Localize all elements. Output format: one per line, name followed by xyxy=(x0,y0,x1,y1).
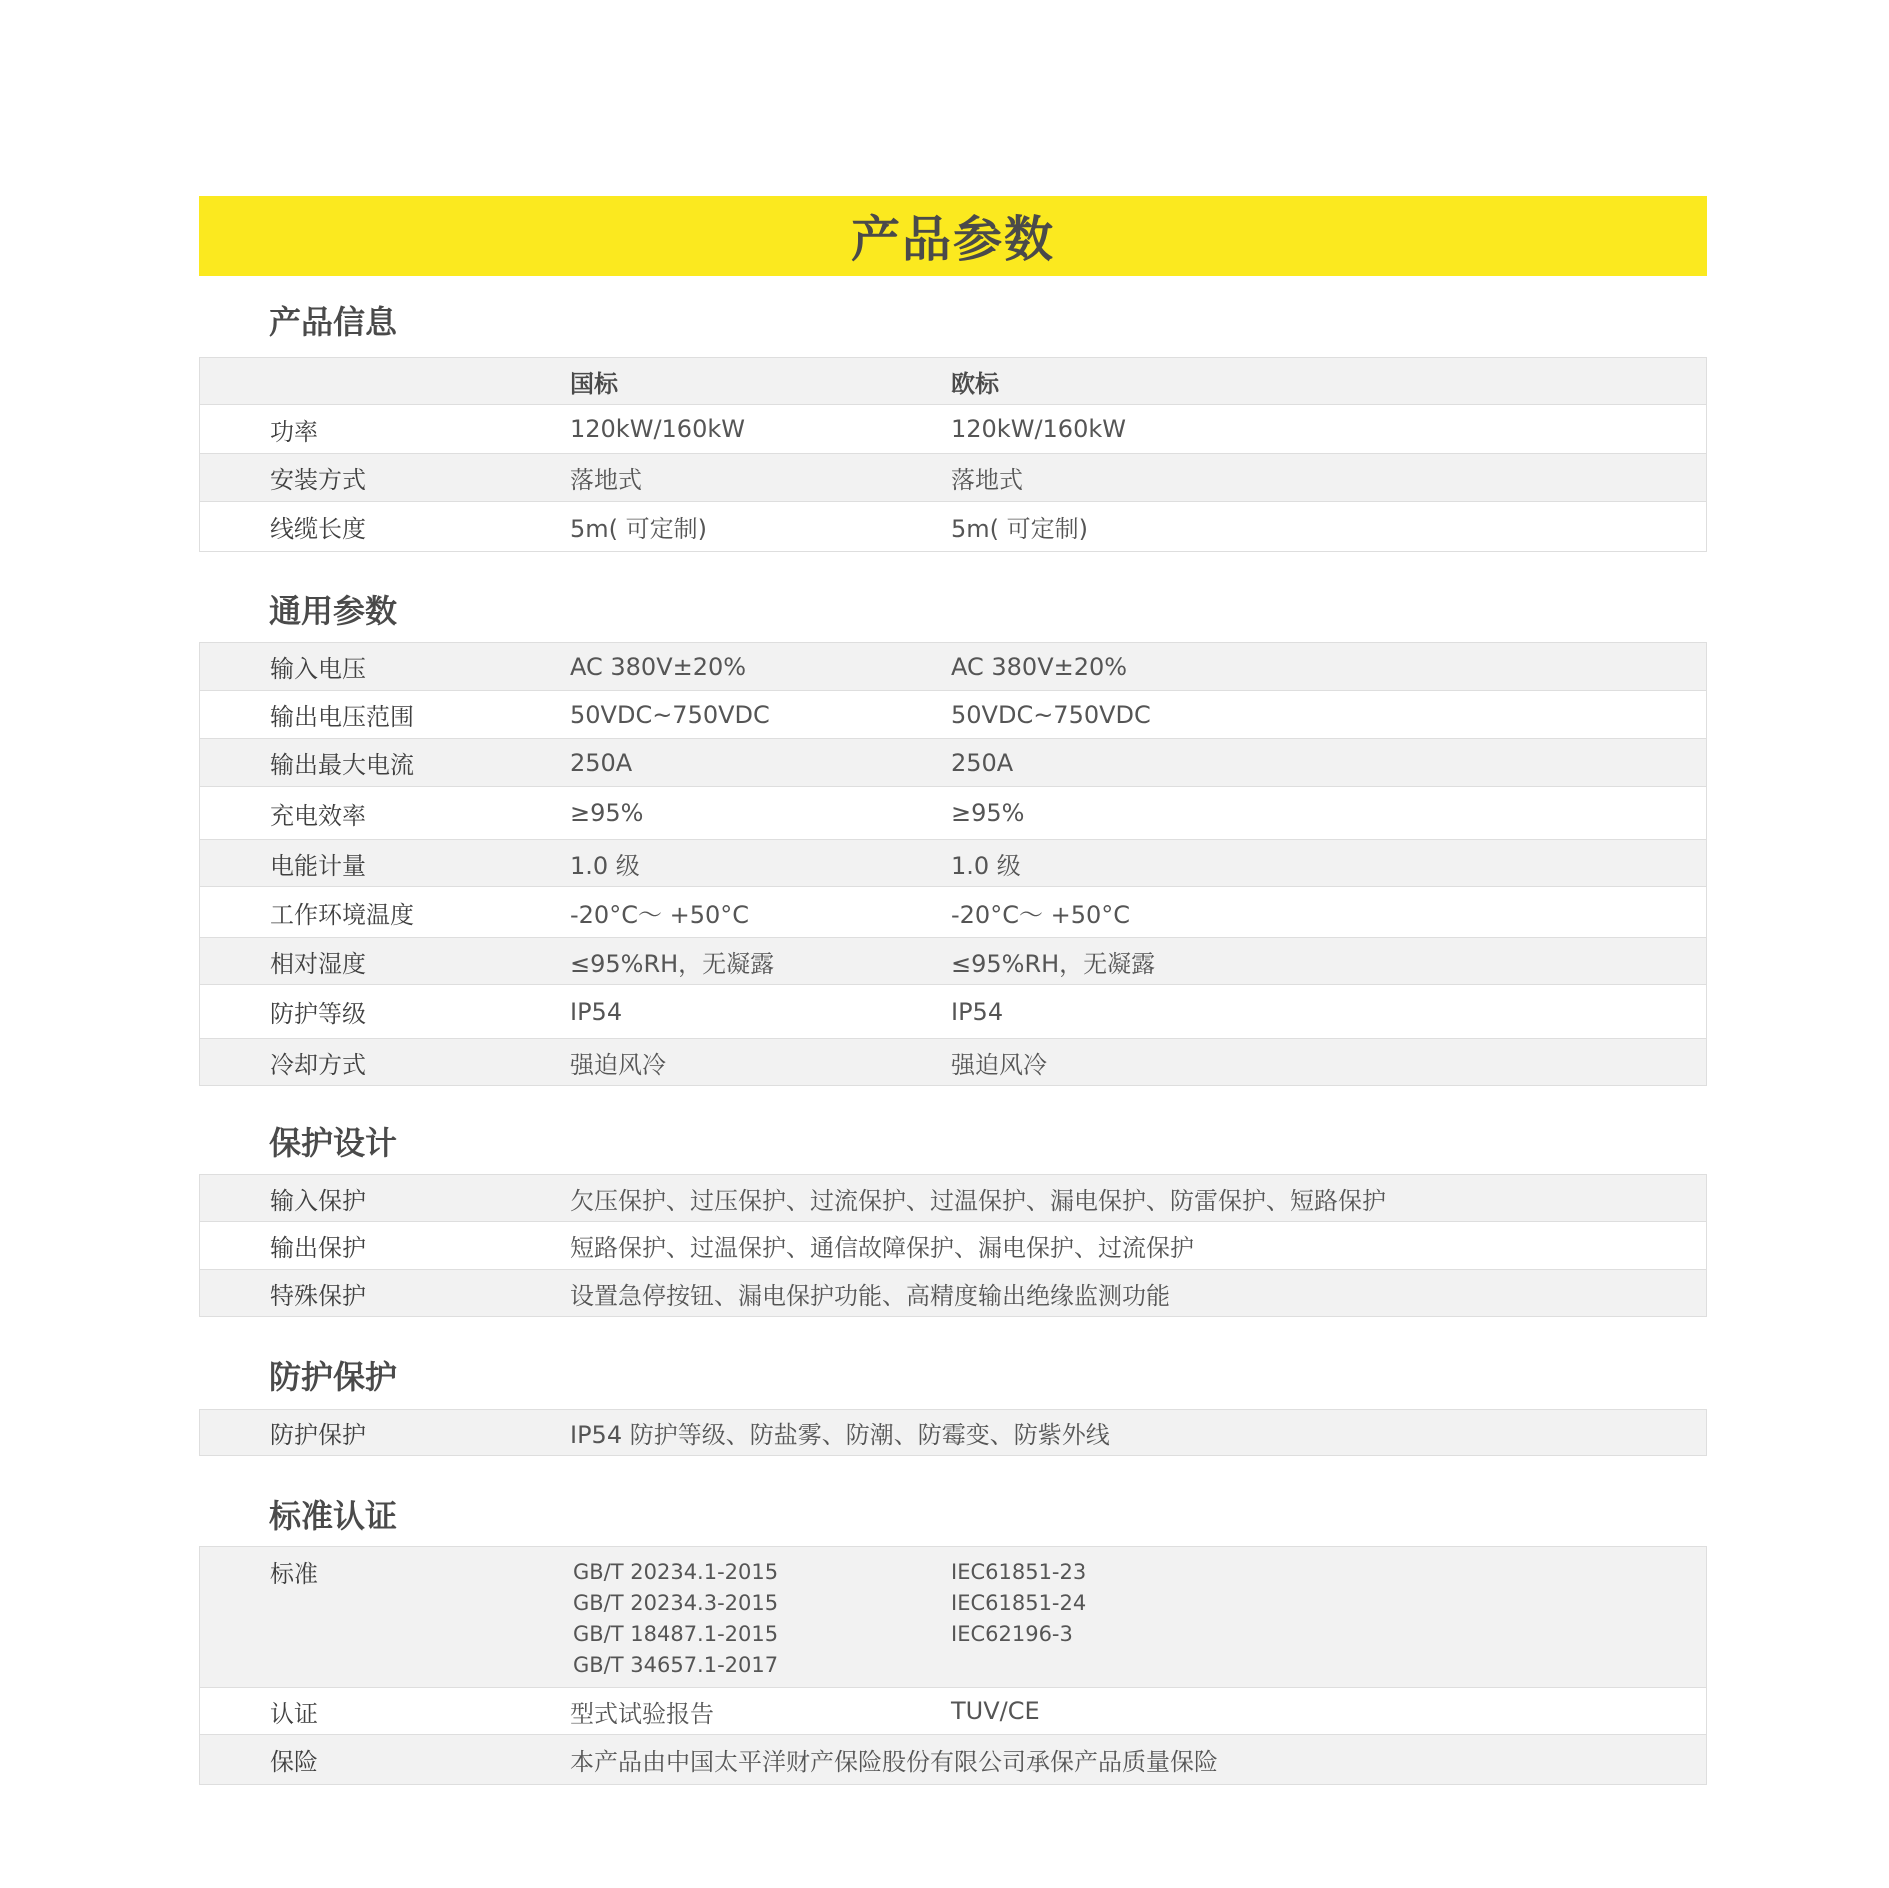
row-value-gb: ≤95%RH，无凝露 xyxy=(570,949,775,978)
table-header-row xyxy=(200,358,1706,404)
iec-standard-list xyxy=(951,1557,1706,1650)
row-value-gb: 强迫风冷 xyxy=(570,1050,666,1079)
row-value-eu: AC 380V±20% xyxy=(951,652,1128,681)
row-label: 输入电压 xyxy=(270,655,366,683)
row-label: 相对湿度 xyxy=(270,949,366,978)
table-row xyxy=(200,886,1706,937)
row-value-eu: 强迫风冷 xyxy=(951,1050,1047,1079)
row-value-gb: 5m( 可定制) xyxy=(570,515,708,543)
row-value-gb: 50VDC~750VDC xyxy=(570,700,770,729)
row-label: 电能计量 xyxy=(270,851,366,880)
table-row xyxy=(200,984,1706,1038)
header-cell-eu: 欧标 xyxy=(951,369,999,398)
row-label: 保险 xyxy=(270,1748,318,1776)
table-row xyxy=(200,690,1706,738)
section-title-product-info: 产品信息 xyxy=(269,303,398,341)
row-label: 特殊保护 xyxy=(270,1281,366,1310)
row-value-eu: 1.0 级 xyxy=(951,851,1021,880)
protection-design-table xyxy=(199,1174,1707,1317)
row-value-gb: 1.0 级 xyxy=(570,851,640,880)
row-value: IP54 防护等级、防盐雾、防潮、防霉变、防紫外线 xyxy=(570,1421,1110,1449)
row-value-eu: 120kW/160kW xyxy=(951,415,1126,443)
product-info-table xyxy=(199,357,1707,552)
row-label: 输出保护 xyxy=(270,1234,366,1262)
row-label: 防护等级 xyxy=(270,1000,366,1028)
table-row xyxy=(200,1038,1706,1085)
row-value-gb: 型式试验报告 xyxy=(570,1699,714,1728)
title-banner xyxy=(199,196,1707,276)
row-label: 充电效率 xyxy=(270,801,366,830)
section-title-protection: 防护保护 xyxy=(269,1358,398,1396)
row-value: 短路保护、过温保护、通信故障保护、漏电保护、过流保护 xyxy=(570,1234,1194,1262)
row-value-eu: TUV/CE xyxy=(951,1697,1040,1725)
protection-table xyxy=(199,1409,1707,1456)
list-item: GB/T 34657.1-2017 xyxy=(573,1653,779,1677)
row-value-eu: ≥95% xyxy=(951,799,1025,827)
table-row xyxy=(200,839,1706,886)
table-row xyxy=(200,786,1706,839)
standards-row xyxy=(200,1547,1706,1687)
row-value-eu: IP54 xyxy=(951,997,1004,1026)
table-row xyxy=(200,738,1706,786)
table-row xyxy=(200,1410,1706,1455)
standards-table xyxy=(199,1546,1707,1785)
table-row xyxy=(200,1221,1706,1269)
row-value-eu: 5m( 可定制) xyxy=(951,515,1089,543)
table-row xyxy=(200,1175,1706,1221)
spec-page xyxy=(199,196,1707,1785)
row-value-eu: ≤95%RH，无凝露 xyxy=(951,949,1156,978)
table-row xyxy=(200,1734,1706,1784)
row-value-gb: AC 380V±20% xyxy=(570,652,747,681)
table-row xyxy=(200,1269,1706,1316)
section-title-protection-design: 保护设计 xyxy=(269,1124,398,1162)
row-label: 防护保护 xyxy=(270,1421,366,1449)
row-value-eu: -20°C～ +50°C xyxy=(951,900,1130,929)
row-value-gb: IP54 xyxy=(570,997,623,1026)
row-value: 欠压保护、过压保护、过流保护、过温保护、漏电保护、防雷保护、短路保护 xyxy=(570,1186,1386,1215)
row-value-gb: 250A xyxy=(570,748,633,777)
row-label: 输出最大电流 xyxy=(270,751,414,779)
row-value-eu: 落地式 xyxy=(951,466,1023,494)
list-item: GB/T 18487.1-2015 xyxy=(573,1622,779,1646)
list-item: GB/T 20234.3-2015 xyxy=(573,1591,779,1615)
row-value-eu: 250A xyxy=(951,748,1014,777)
row-label: 输出电压范围 xyxy=(270,703,414,731)
gb-standard-list xyxy=(570,1557,951,1681)
table-row xyxy=(200,1687,1706,1734)
table-row xyxy=(200,453,1706,501)
row-value: 本产品由中国太平洋财产保险股份有限公司承保产品质量保险 xyxy=(570,1748,1218,1776)
section-title-standards: 标准认证 xyxy=(269,1497,398,1535)
page-title: 产品参数 xyxy=(850,211,1055,268)
list-item: IEC62196-3 xyxy=(951,1622,1073,1646)
row-value-gb: 120kW/160kW xyxy=(570,415,745,443)
row-label: 功率 xyxy=(270,417,318,446)
table-row xyxy=(200,643,1706,690)
list-item: IEC61851-23 xyxy=(951,1560,1087,1584)
table-row xyxy=(200,404,1706,453)
row-label: 线缆长度 xyxy=(270,515,366,543)
general-params-table xyxy=(199,642,1707,1086)
row-value-gb: ≥95% xyxy=(570,799,644,827)
row-label: 冷却方式 xyxy=(270,1050,366,1079)
row-label: 认证 xyxy=(270,1699,318,1728)
row-label: 标准 xyxy=(270,1560,318,1588)
row-label: 工作环境温度 xyxy=(270,900,414,929)
list-item: GB/T 20234.1-2015 xyxy=(573,1560,779,1584)
row-value-gb: -20°C～ +50°C xyxy=(570,900,749,929)
row-label: 输入保护 xyxy=(270,1186,366,1215)
table-row xyxy=(200,501,1706,551)
table-row xyxy=(200,937,1706,984)
row-label: 安装方式 xyxy=(270,466,366,494)
header-cell-gb: 国标 xyxy=(570,369,618,398)
list-item: IEC61851-24 xyxy=(951,1591,1087,1615)
row-value-gb: 落地式 xyxy=(570,466,642,494)
row-value: 设置急停按钮、漏电保护功能、高精度输出绝缘监测功能 xyxy=(570,1281,1170,1310)
section-title-general-params: 通用参数 xyxy=(269,592,398,630)
row-value-eu: 50VDC~750VDC xyxy=(951,700,1151,729)
